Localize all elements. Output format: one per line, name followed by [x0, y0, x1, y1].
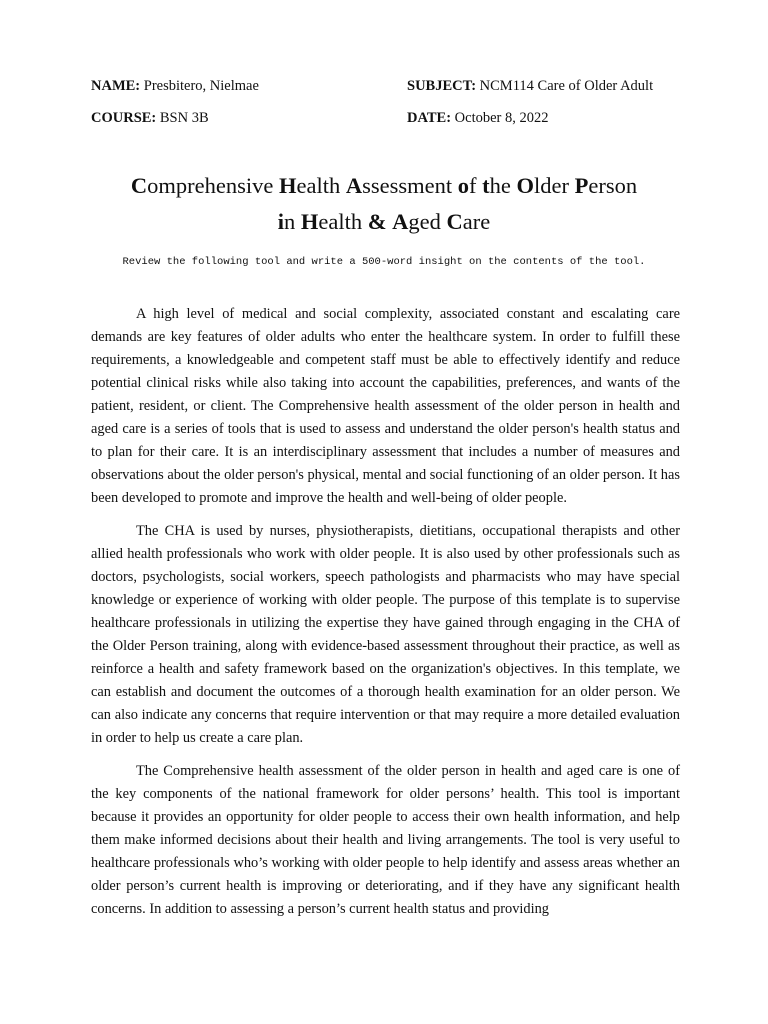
title-initial: i [277, 209, 285, 234]
title-initial: A [345, 173, 363, 198]
title-line-2 [60, 204, 708, 240]
date-label: DATE: [407, 110, 452, 126]
title-initial: C [446, 209, 463, 234]
paragraph: A high level of medical and social complexity, associated constant and escalating care demands are key features of older adults who enter the healthcare system. In order to fulfill these requirements, a knowledgeable and competent staff must be able to effectively identify and reduce potential clinical risks while also taking into account the capabilities, preferences, and wants of the patient, resident, or client. The Comprehensive health assessment of the older person in health and aged care is a series of tools that is used to assess and understand the older person's health status and to plan for their care. It is an interdisciplinary assessment that includes a number of measures and observations about the older person's physical, mental and social functioning of an older person. It has been developed to promote and improve the health and well-being of older people. [91, 306, 680, 506]
course-value: BSN 3B [156, 110, 209, 126]
title-word-rest: lder [534, 173, 575, 198]
title-initial: H [278, 173, 297, 198]
title-line-1 [60, 168, 708, 204]
title-initial: t [482, 173, 490, 198]
name-label: NAME: [91, 78, 141, 94]
title-word-rest: are [462, 209, 491, 234]
subject-label: SUBJECT: [407, 78, 477, 94]
subject-value: NCM114 Care of Older Adult [476, 78, 654, 94]
title-word-rest: ealth [318, 209, 368, 234]
title-word-rest: he [489, 173, 517, 198]
paragraph: The CHA is used by nurses, physiotherapists, dietitians, occupational therapists and other allied health professionals who work with older people. It is also used by other professionals such as doctors, psychologists, social workers, speech pathologists and pharmacists who may have special knowledge or experience of working with older people. The purpose of this template is to supervise healthcare professionals in utilizing the expertise they have gained through engaging in the CHA of the Older Person training, along with evidence-based assessment throughout their practice, as well as reinforce a health and safety framework based on the organization's objectives. In this template, we can establish and document the outcomes of a thorough health examination for an older person. We can also indicate any concerns that require intervention or that may require a more detailed evaluation in order to help us create a care plan. [91, 523, 680, 746]
essay-body [91, 303, 680, 931]
instruction-text: Review the following tool and write a 500-word insight on the contents of the tool. [122, 256, 646, 268]
document-title [60, 168, 708, 240]
title-initial: H [300, 209, 319, 234]
title-initial: o [457, 173, 469, 198]
subject-field [407, 77, 653, 95]
title-word-rest: f [468, 173, 483, 198]
course-label: COURSE: [91, 110, 157, 126]
title-word-rest: erson [588, 173, 638, 198]
date-value: October 8, 2022 [451, 110, 549, 126]
title-initial: O [516, 173, 534, 198]
paragraph: The Comprehensive health assessment of the older person in health and aged care is one of the key components of the national framework for older persons’ health. This tool is important because it provides an opportunity for older people to access their own health information, and help them make informed decisions about their health and living arrangements. The tool is very useful to healthcare professionals who’s working with older people to help identify and assess areas whether an older person’s current health is improving or deteriorating, and if they have any significant health concerns. In addition to assessing a person’s current health status and providing [91, 763, 680, 917]
title-word-rest: omprehensive [147, 173, 279, 198]
title-word-rest: n [284, 209, 301, 234]
title-word-rest: ealth [296, 173, 346, 198]
title-initial: C [130, 173, 148, 198]
title-initial: A [392, 209, 409, 234]
title-word-rest: ssessment [362, 173, 458, 198]
title-initial: & [367, 209, 387, 234]
date-field [407, 109, 549, 127]
course-field [91, 109, 209, 127]
title-word-rest: ged [408, 209, 447, 234]
title-initial: P [574, 173, 589, 198]
name-field [91, 77, 259, 95]
name-value: Presbitero, Nielmae [140, 78, 259, 94]
